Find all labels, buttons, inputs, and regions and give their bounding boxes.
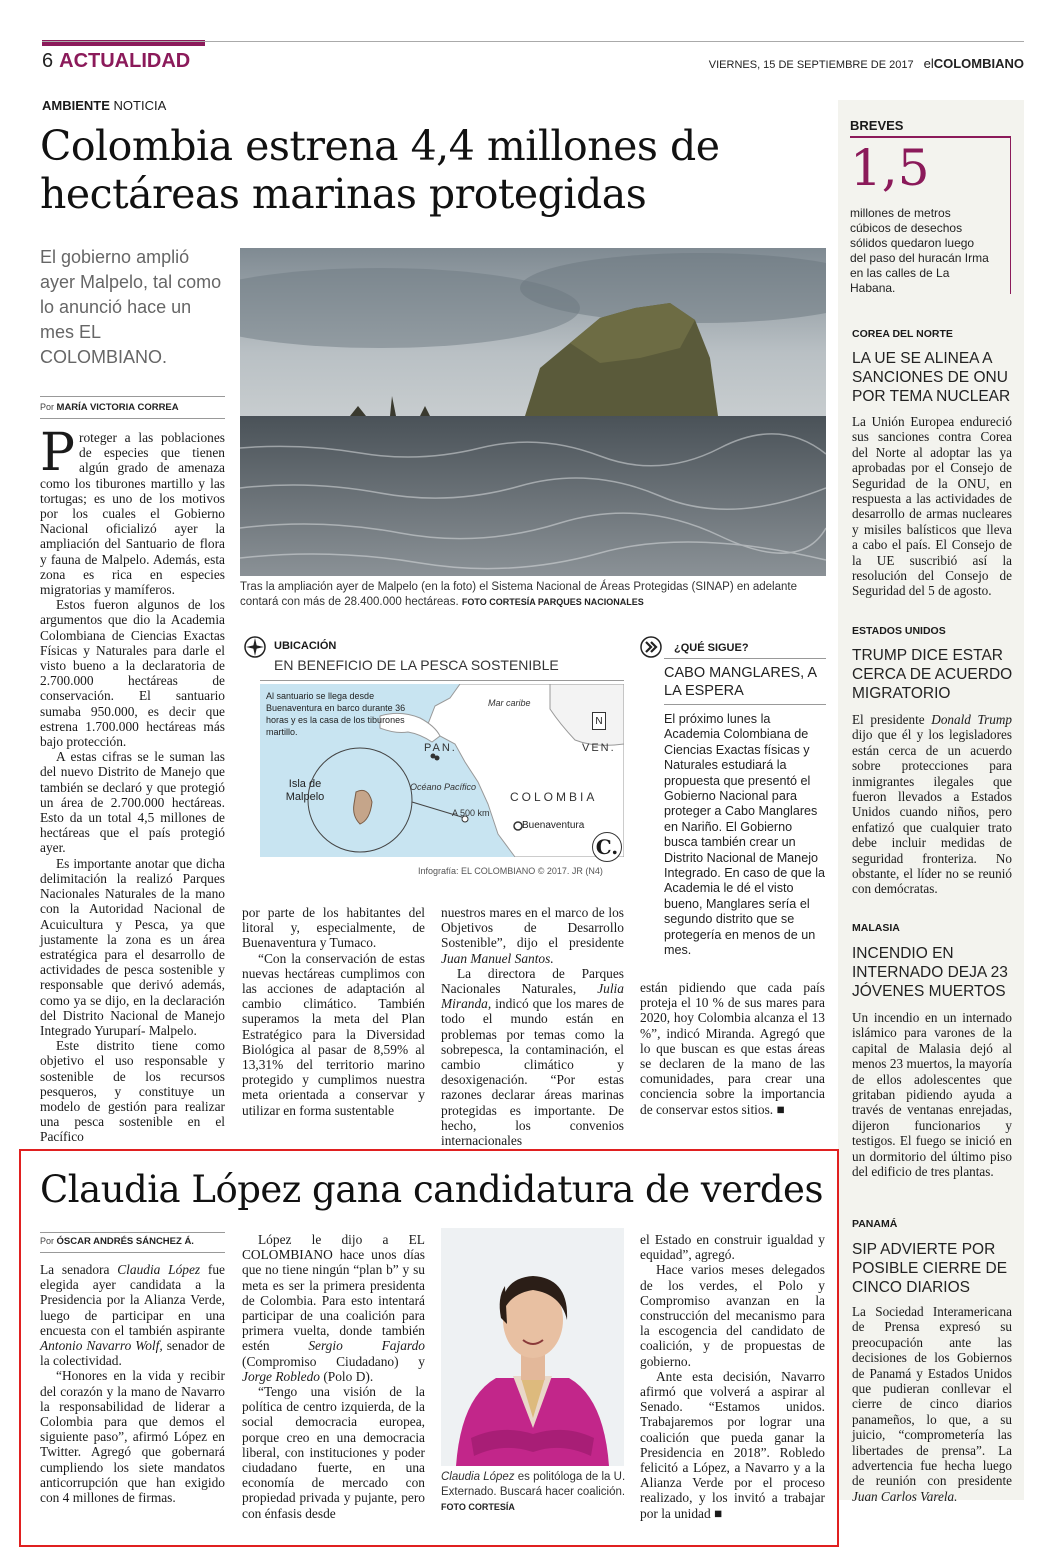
double-chevron-icon [640,636,662,658]
brief-section: PANAMÁ [852,1218,898,1230]
photo-caption: Tras la ampliación ayer de Malpelo (en la foto) el Sistema Nacional de Áreas Protegidas (SINAP) en adelante contará con más de 28.400.000 hectáreas. FOTO CORTESÍA PARQUES NACIONALES [240,581,797,608]
map-note: Al santuario se llega desde Buenaventura en barco durante 36 horas y es la casa de los tiburones martillo. [266,691,406,737]
que-sigue-text: El próximo lunes la Academia Colombiana de Ciencias Exactas físicas y Naturales estudiará la propuesta que presentó el Gobierno Nacional para proteger a Cabo Manglares en Nariño. El Gobierno busca también crear un Distrito Nacional de Manejo Integrado. En caso de que la Academia le dé el visto bueno, Manglares sería el segundo distrito que se protegería en menos de un mes. [664,712,826,958]
map-area [260,684,624,857]
header-date-brand [709,56,1024,71]
brief-title: INCENDIO EN INTERNADO DEJA 23 JÓVENES MUERTOS [852,945,1008,1000]
map-label-colombia: COLOMBIA [510,790,598,804]
article-column-4: están pidiendo que cada país proteja el 10 % de sus mares para 2020, hoy Colombia alcanza el 13 %”, indicó Miranda. Agregó que lo que buscan es que estas áreas se declaren de la mano de las comunidades, para crear una conciencia sobre la importancia de conservar estos sitios. ■ [640,980,825,1117]
page-header [42,50,190,73]
header-rule [42,41,1024,42]
brief-text: La Unión Europea endureció sus sanciones contra Corea del Norte al adoptar las ya aprobadas por el Consejo de Seguridad de la ONU, en respuesta a las actividades de desarrollo de armas nucleares y misiles balísticos que lleva a cabo el país. El Consejo de la UE suscribió así la resolución del Consejo de Seguridad del 5 de agosto. [852,414,1012,599]
end-mark: ■ [714,1505,723,1521]
article2-headline: Claudia López gana candidatura de verdes [40,1168,823,1211]
byline: Por MARÍA VICTORIA CORREA [40,402,179,413]
map-label-caribe: Mar caribe [488,698,531,708]
brief-title: TRUMP DICE ESTAR CERCA DE ACUERDO MIGRATORIO [852,647,1013,702]
sidebar-title-rule [850,136,1010,138]
claudia-lopez-photo [441,1228,624,1466]
que-sigue-rule [664,658,826,659]
brief-text: El presidente Donald Trump dijo que él y los legisladores están cerca de un acuerdo sobre protecciones para inmigrantes ilegales que fueron llevados a Estados Unidos cuando niños, pero enfatizó que cualquier trato debe incluir medidas de seguridad fronteriza. No obstante, el líder no se reunió con demócratas. [852,712,1012,897]
article2-column-1: La senadora Claudia López fue elegida ayer candidata a la Presidencia por la Alianza Verde, luego de participar en una encuesta con el también aspirante Antonio Navarro Wolf, senador de la colectividad. “Honores en la vida y recibir del corazón y la mano de Navarro la responsabilidad de liderar a Colombia para que demos el siguiente paso”, afirmó López en Twitter. Agregó que gobernará cumpliendo los siete mandatos anticorrupción que han exigido con 4 millones de firmas. [40,1262,225,1506]
article-column-3: nuestros mares en el marco de los Objetivos de Desarrollo Sostenible”, dijo el presidente Juan Manuel Santos. La directora de Parques Nacionales Naturales, Julia Miranda, indicó que los mares de todo el mundo están en problemas por temas como la sobrepesca, la contaminación, el cambio climático y desoxigenación. “Por estas razones declarar áreas marinas protegidas es importante. De hecho, los convenios internacionales [441,905,624,1149]
article-column-1: Proteger a las poblaciones de especies que tienen algún grado de amenaza como los tiburones martillo y las tortugas; es uno de los motivos por los cuales el Gobierno Nacional oficializó ayer la ampliación del Santuario de flora y fauna de Malpelo. Además, esta zona es rica en especies migratorias y mamíferos. Estos fueron algunos de los argumentos que dio la Academia Colombiana de Ciencias Exactas Físicas y Naturales para darle el visto bueno a la declaratoria de 2.700.000 hectáreas de conservación. El santuario sumaba 950.000, es decir que estrena 1.700.000 hectáreas más bajo protección. A estas cifras se le suman las del nuevo Distrito de Manejo que también se declaró y que protegió un área de 2.700.000 hectáreas. Esto da un total 4,5 millones de hectáreas que el país protegió ayer. Es importante anotar que dicha delimitación la realizó Parques Nacionales Naturales de la mano con la Autoridad Nacional de Acuicultura y Pesca, ya que justamente la zona es un área estratégica para el desarrollo de actividades de pesca sostenible y responsable que derivó además, como ya se dijo, en la declaración del Distrito Nacional de Manejo Integrado Yuruparí- Malpelo. Este distrito tiene como objetivo el uso responsable y sostenible de los recursos pesqueros, y constituye un modelo de gestión para realizar una pesca sostenible en el Pacífico [40,423,225,1145]
brief-section: COREA DEL NORTE [852,328,953,340]
drop-cap: P [40,423,75,483]
brief-section: MALASIA [852,922,900,934]
map-title: EN BENEFICIO DE LA PESCA SOSTENIBLE [274,657,559,673]
article2-byline: Por ÓSCAR ANDRÉS SÁNCHEZ Á. [40,1236,194,1247]
brief-title: SIP ADVIERTE POR POSIBLE CIERRE DE CINCO DIARIOS [852,1241,1008,1296]
article2-photo-caption: Claudia López es politóloga de la U. Externado. Buscará hacer coalición. FOTO CORTESÍA [441,1471,626,1512]
map-credit: Infografía: EL COLOMBIANO © 2017. JR (N4) [418,866,603,876]
sidebar-breves [838,100,1024,1504]
map-label-distance: A 500 km [452,808,490,818]
article2-column-2: López le dijo a EL COLOMBIANO hace unos días que no tiene ningún “plan b” y su meta es ser la primera presidenta de Colombia. Para esto intentará participar de una coalición para primera vuelta, donde también estén Sergio Fajardo (Compromiso Ciudadano) y Jorge Robledo (Polo D). “Tengo una visión de la política de centro izquierda, de la social democracia europea, porque creo en una democracia liberal, con instituciones y poder ciudadano fuerte, en una economía de mercado con propiedad privada y pujante, pero con énfasis desde [242,1232,425,1521]
north-arrow-icon: N [592,712,606,730]
sidebar-big-text: millones de metros cúbicos de desechos sólidos quedaron luego del paso del huracán Irma en las calles de La Habana. [850,206,989,295]
brief-text: Un incendio en un internado islámico para varones de la capital de Malasia dejó al menos 23 muertos, la mayoría de ellos adolescentes que gritaban pidiendo ayuda a través de ventanas enrejadas, dijeron funcionarios y testigos. El fuego se inició en un dormitorio del último piso del edificio de tres plantas. [852,1010,1012,1180]
byline-rule-bottom [40,418,225,419]
byline-rule-bottom [40,1252,225,1253]
brief-section: ESTADOS UNIDOS [852,625,946,637]
sidebar-title: BREVES [850,118,904,133]
compass-icon [244,636,266,658]
map-label-venezuela: VEN. [582,742,616,754]
end-mark: ■ [776,1101,785,1117]
article-column-2: por parte de los habitantes del litoral y, especialmente, de Buenaventura y Tumaco. “Con la conservación de estas nuevas hectáreas cumplimos con las acciones de adaptación al cambio climático. También superamos la meta del Plan Estratégico para la Diversidad Biológica al pasar de 8,59% al 13,31% del territorio marino protegido y cumplimos nuestra meta orientada a conservar y utilizar en forma sustentable [242,905,425,1118]
sidebar-big-number: 1,5 [850,139,930,197]
section-name: ACTUALIDAD [59,50,191,72]
sidebar-vertical-rule [1010,136,1011,294]
map-label-panama: PAN. [424,742,457,754]
brief-title: LA UE SE ALINEA A SANCIONES DE ONU POR TEMA NUCLEAR [852,350,1011,405]
byline-rule [40,396,225,397]
article-lead: El gobierno amplió ayer Malpelo, tal como lo anunció hace un mes EL COLOMBIANO. [40,247,222,367]
que-sigue-title: CABO MANGLARES, A LA ESPERA [664,665,817,699]
article-headline: Colombia estrena 4,4 millones de hectáreas marinas protegidas [40,122,720,218]
newspaper-brand: elCOLOMBIANO [923,56,1024,71]
article-kicker: AMBIENTE NOTICIA [42,98,167,113]
que-sigue-kicker: ¿QUÉ SIGUE? [674,642,749,654]
map-rule [260,680,624,681]
newspaper-logo-icon: C. [592,832,622,862]
brief-text: La Sociedad Interamericana de Prensa expresó su preocupación ante las decisiones de los Gobiernos de Panamá y Estados Unidos que pudieran conllevar el cierre de cinco diarios panameños, lo que, a su juicio, “comprometería las libertades de prensa”. La advertencia fue hecha luego de reunión con presidente Juan Carlos Varela. [852,1304,1012,1504]
issue-date: VIERNES, 15 DE SEPTIEMBRE DE 2017 [708,59,914,71]
map-label-buenaventura: Buenaventura [522,820,585,831]
map-label-malpelo: Isla de Malpelo [285,778,325,803]
malpelo-photo [240,248,826,576]
map-kicker: UBICACIÓN [274,640,337,652]
page-number: 6 [42,50,54,72]
map-label-ocean: Océano Pacífico [410,782,477,792]
article2-column-3: el Estado en construir igualdad y equidad”, agregó. Hace varios meses delegados de los verdes, el Polo y Compromiso avanzan en la construcción del mecanismo para la escogencia del candidato de coalición, y de propuestas de gobierno. Ante esta decisión, Navarro afirmó que volverá a aspirar al Senado. “Estamos unidos. Trabajaremos por lograr una coalición que pueda ganar la Presidencia en 2018”. Robledo felicitó a López, a Navarro y a la Alianza Verde por el proceso realizado, y los invitó a trabajar por la unidad ■ [640,1232,825,1521]
que-sigue-rule-2 [664,704,826,705]
byline-rule [40,1232,225,1233]
map-infographic [240,630,624,880]
